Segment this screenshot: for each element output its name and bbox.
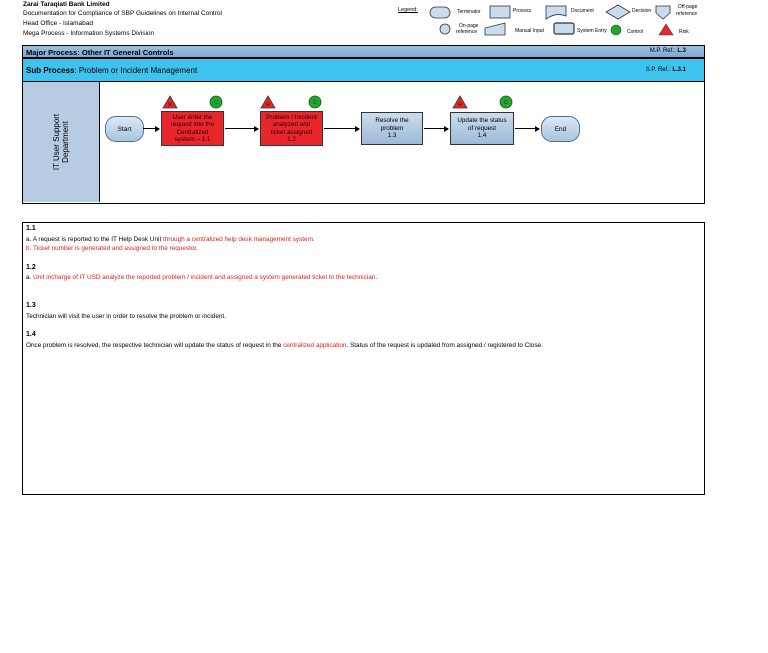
- step-line: 1.3: [387, 132, 397, 140]
- note-heading: 1.1: [26, 225, 36, 232]
- office-name: Head Office - Islamabad: [23, 20, 93, 27]
- sub-ref: L.3.1: [672, 67, 686, 73]
- lane-name-2: Department: [61, 121, 70, 163]
- legend-title: Legend:: [398, 7, 418, 13]
- legend-process: Process: [513, 8, 532, 14]
- flow-arrow: [515, 128, 539, 129]
- process-step-1-1: [161, 111, 224, 146]
- flow-arrow: [324, 128, 359, 129]
- step-line: request into the: [170, 121, 215, 128]
- legend-document: Document: [571, 8, 594, 14]
- note-line: Technician will visit the user in order to resolve the problem or incident.: [26, 313, 226, 320]
- process-shape-icon: [490, 6, 510, 18]
- note-line: b. Ticket number is generated and assigned to the requestor.: [26, 245, 198, 252]
- svg-text:R: R: [458, 102, 462, 109]
- control-icon: [499, 95, 513, 109]
- step-line: User enter the: [172, 113, 213, 121]
- note-line: [26, 342, 543, 349]
- process-step-1-2: [260, 111, 323, 146]
- step-line: problem: [380, 124, 404, 132]
- major-ref: L.3: [677, 48, 686, 54]
- bank-name: Zarai Taraqiati Bank Limited: [23, 1, 110, 8]
- process-narrative: [22, 222, 705, 495]
- step-line: Problem / Incident: [266, 113, 317, 121]
- legend-terminator: Terminator: [457, 9, 481, 15]
- manual-input-shape-icon: [485, 23, 505, 35]
- svg-text:R: R: [168, 102, 172, 109]
- note-heading: 1.3: [26, 302, 36, 309]
- note-text: a.: [26, 274, 34, 281]
- risk-icon: [452, 95, 468, 109]
- sub-ref-label: S.P. Ref.:: [645, 67, 673, 73]
- process-step-1-3: [361, 112, 423, 145]
- process-step-1-4: [450, 112, 514, 145]
- legend-offpage-1: Off-page: [678, 4, 698, 10]
- svg-text:C: C: [214, 100, 218, 106]
- svg-text:C: C: [313, 100, 317, 106]
- sub-process-label: Sub Process: [26, 66, 75, 75]
- svg-text:C: C: [504, 100, 508, 106]
- step-line: 1.2: [287, 136, 296, 143]
- doc-title: Documentation for Compliance of SBP Guidelines on Internal Control: [23, 10, 222, 17]
- step-line: of request: [467, 124, 496, 132]
- risk-icon: [162, 95, 178, 109]
- terminator-shape-icon: [430, 7, 450, 18]
- onpage-shape-icon: [440, 24, 450, 34]
- legend-offpage-2: reference: [676, 11, 698, 17]
- mega-process: Mega Process - Information Systems Division: [23, 30, 155, 37]
- step-line: ticket assigned: [270, 128, 313, 136]
- note-line: [26, 274, 377, 281]
- document-shape-icon: [546, 6, 566, 19]
- lane-header: [23, 82, 100, 202]
- system-entry-shape-icon: [554, 23, 574, 34]
- note-line: [26, 236, 315, 243]
- flow-arrow: [225, 128, 258, 129]
- major-process-value: : Other IT General Controls: [77, 48, 174, 57]
- legend-onpage-1: On-page: [459, 23, 479, 29]
- note-text: Once problem is resolved, the respective technician will update the status of request in the: [26, 342, 284, 349]
- note-heading: 1.2: [26, 264, 36, 271]
- step-line: analyzed and: [272, 121, 311, 128]
- legend-onpage-2: reference: [456, 29, 478, 35]
- start-terminator: Start: [105, 116, 144, 142]
- major-process-label: Major Process: [26, 48, 78, 57]
- note-heading: 1.4: [26, 331, 36, 338]
- step-line: Update the status: [457, 117, 507, 125]
- flow-arrow: [424, 128, 448, 129]
- note-text: . Status of the request is updated from assigned / registered to Close.: [346, 342, 543, 349]
- legend-system-entry: System Entry: [577, 28, 607, 34]
- step-line: system – 1.1: [174, 136, 211, 143]
- legend-manual-input: Manual Input: [515, 28, 544, 34]
- decision-shape-icon: [606, 5, 630, 19]
- control-icon: [209, 95, 223, 109]
- risk-shape-icon: [659, 24, 673, 35]
- note-text-red: through a centralized help desk management system.: [163, 236, 315, 243]
- control-icon: [308, 95, 322, 109]
- svg-text:R: R: [266, 102, 270, 109]
- lane-name-1: IT User Support: [52, 113, 61, 171]
- major-ref-label: M.P. Ref.:: [649, 48, 678, 54]
- legend-control: Control: [627, 29, 644, 35]
- end-terminator: End: [541, 116, 580, 142]
- legend-decision: Decision: [632, 8, 652, 14]
- step-line: Centralized: [176, 128, 209, 136]
- legend-risk: Risk: [679, 29, 689, 35]
- offpage-shape-icon: [656, 6, 670, 19]
- risk-icon: [260, 95, 276, 109]
- flow-arrow: [143, 128, 159, 129]
- sub-process-value: : Problem or Incident Management: [74, 66, 198, 75]
- step-line: Resolve the: [375, 117, 409, 125]
- control-shape-icon: [611, 25, 621, 35]
- note-text: a. A request is reported to the IT Help Desk Unit: [26, 236, 163, 243]
- step-line: 1.4: [477, 132, 487, 140]
- note-text-red: Unit incharge of IT USD analyze the reported problem / incident and assigned a system generated ticket to the technician.: [33, 274, 378, 281]
- note-text-red: centralized application: [283, 342, 347, 349]
- sub-process-bar: [22, 58, 705, 82]
- major-process-bar: [22, 45, 705, 58]
